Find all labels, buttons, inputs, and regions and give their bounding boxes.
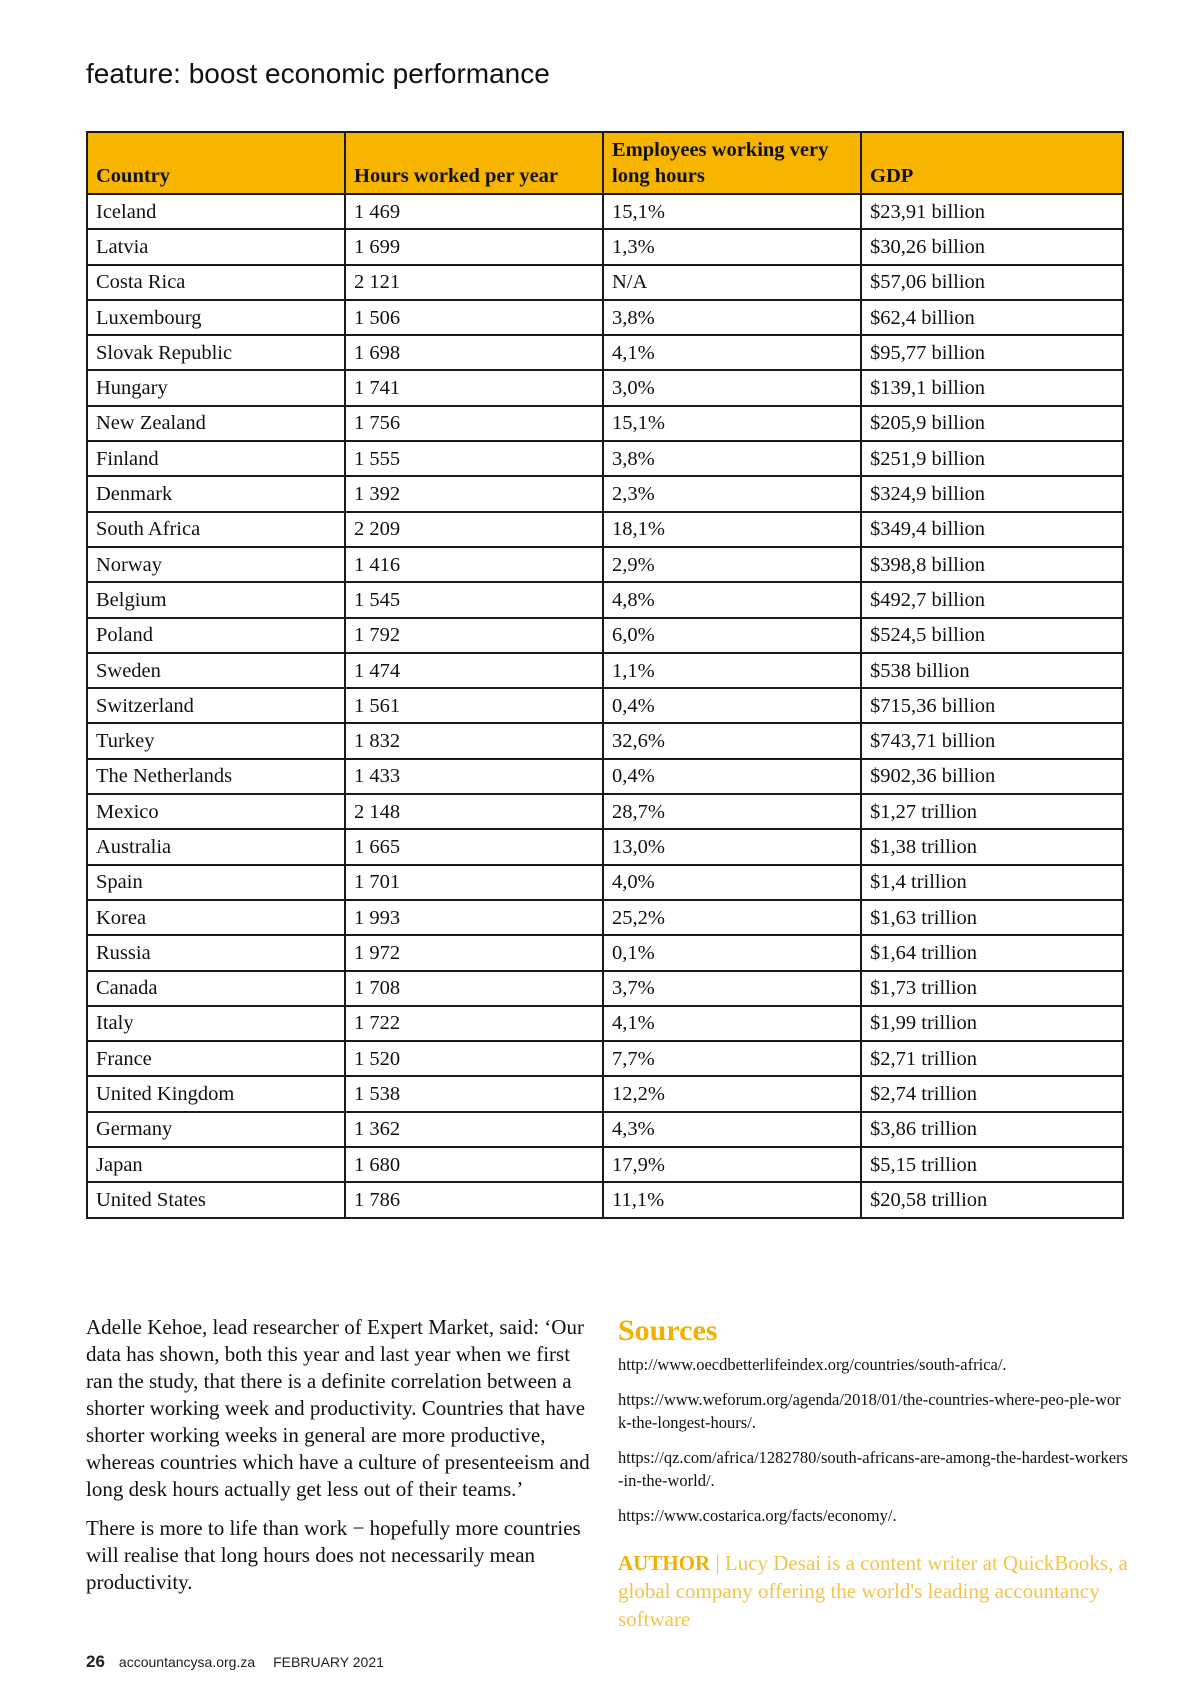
- cell-country: Belgium: [87, 582, 345, 617]
- cell-hours: 1 520: [345, 1041, 603, 1076]
- cell-long-hours: 32,6%: [603, 723, 861, 758]
- table-row: [87, 512, 1123, 547]
- table-row: [87, 547, 1123, 582]
- cell-hours: 1 362: [345, 1112, 603, 1147]
- cell-gdp: $1,99 trillion: [861, 1006, 1123, 1041]
- cell-long-hours: 2,3%: [603, 476, 861, 511]
- cell-hours: 1 708: [345, 971, 603, 1006]
- cell-country: Sweden: [87, 653, 345, 688]
- page-number: 26: [86, 1652, 105, 1671]
- cell-long-hours: 4,8%: [603, 582, 861, 617]
- cell-gdp: $2,74 trillion: [861, 1076, 1123, 1111]
- cell-country: Iceland: [87, 194, 345, 229]
- cell-country: South Africa: [87, 512, 345, 547]
- cell-long-hours: 2,9%: [603, 547, 861, 582]
- table-row: [87, 794, 1123, 829]
- cell-long-hours: 3,7%: [603, 971, 861, 1006]
- cell-gdp: $57,06 billion: [861, 265, 1123, 300]
- cell-hours: 1 433: [345, 759, 603, 794]
- cell-hours: 2 121: [345, 265, 603, 300]
- cell-country: Germany: [87, 1112, 345, 1147]
- table-row: [87, 582, 1123, 617]
- page-footer: [86, 1652, 384, 1672]
- cell-country: United States: [87, 1182, 345, 1217]
- cell-gdp: $398,8 billion: [861, 547, 1123, 582]
- cell-hours: 1 555: [345, 441, 603, 476]
- table-row: [87, 1076, 1123, 1111]
- table-row: [87, 688, 1123, 723]
- cell-long-hours: 4,1%: [603, 335, 861, 370]
- cell-gdp: $715,36 billion: [861, 688, 1123, 723]
- table-row: [87, 653, 1123, 688]
- cell-gdp: $1,27 trillion: [861, 794, 1123, 829]
- cell-country: Russia: [87, 935, 345, 970]
- table-row: [87, 865, 1123, 900]
- cell-gdp: $524,5 billion: [861, 618, 1123, 653]
- cell-gdp: $23,91 billion: [861, 194, 1123, 229]
- cell-gdp: $492,7 billion: [861, 582, 1123, 617]
- author-text: Lucy Desai is a content writer at QuickBooks, a global company offering the world's leading accountancy software: [618, 1551, 1128, 1631]
- cell-long-hours: 0,4%: [603, 759, 861, 794]
- table-header-row: [87, 132, 1123, 194]
- column-header-hours: Hours worked per year: [345, 132, 603, 194]
- cell-long-hours: 11,1%: [603, 1182, 861, 1217]
- cell-hours: 1 756: [345, 406, 603, 441]
- table-row: [87, 370, 1123, 405]
- cell-country: Spain: [87, 865, 345, 900]
- cell-long-hours: 6,0%: [603, 618, 861, 653]
- cell-long-hours: 25,2%: [603, 900, 861, 935]
- cell-gdp: $62,4 billion: [861, 300, 1123, 335]
- cell-gdp: $2,71 trillion: [861, 1041, 1123, 1076]
- cell-gdp: $324,9 billion: [861, 476, 1123, 511]
- cell-country: Canada: [87, 971, 345, 1006]
- table-row: [87, 935, 1123, 970]
- cell-country: Japan: [87, 1147, 345, 1182]
- paragraph-quote: Adelle Kehoe, lead researcher of Expert Market, said: ‘Our data has shown, both this year and last year when we first ran the study, that there is a definite correlation between a shorter working week and productivity. Countries that have shorter working weeks in general are more productive, whereas countries which have a culture of presenteeism and long desk hours actually get less out of their teams.’: [86, 1315, 590, 1501]
- body-text: [86, 1314, 594, 1608]
- table-body: [87, 194, 1123, 1218]
- table-row: [87, 1041, 1123, 1076]
- cell-hours: 2 209: [345, 512, 603, 547]
- cell-long-hours: 3,0%: [603, 370, 861, 405]
- cell-country: Poland: [87, 618, 345, 653]
- cell-long-hours: 17,9%: [603, 1147, 861, 1182]
- table-row: [87, 406, 1123, 441]
- cell-hours: 1 722: [345, 1006, 603, 1041]
- cell-hours: 1 699: [345, 229, 603, 264]
- cell-country: Switzerland: [87, 688, 345, 723]
- cell-country: Hungary: [87, 370, 345, 405]
- cell-country: Turkey: [87, 723, 345, 758]
- cell-long-hours: 28,7%: [603, 794, 861, 829]
- cell-hours: 1 741: [345, 370, 603, 405]
- cell-hours: 1 561: [345, 688, 603, 723]
- cell-gdp: $1,38 trillion: [861, 829, 1123, 864]
- cell-hours: 1 832: [345, 723, 603, 758]
- cell-long-hours: 4,1%: [603, 1006, 861, 1041]
- cell-country: Costa Rica: [87, 265, 345, 300]
- sources-section: [618, 1313, 1128, 1633]
- cell-hours: 1 469: [345, 194, 603, 229]
- cell-long-hours: 18,1%: [603, 512, 861, 547]
- paragraph-conclusion: There is more to life than work − hopefully more countries will realise that long hours does not necessarily mean productivity.: [86, 1516, 581, 1594]
- cell-country: Finland: [87, 441, 345, 476]
- cell-long-hours: 15,1%: [603, 194, 861, 229]
- cell-country: Norway: [87, 547, 345, 582]
- cell-hours: 1 972: [345, 935, 603, 970]
- cell-gdp: $1,63 trillion: [861, 900, 1123, 935]
- table-row: [87, 1147, 1123, 1182]
- cell-long-hours: 13,0%: [603, 829, 861, 864]
- table-row: [87, 300, 1123, 335]
- cell-hours: 1 538: [345, 1076, 603, 1111]
- cell-gdp: $20,58 trillion: [861, 1182, 1123, 1217]
- cell-gdp: $5,15 trillion: [861, 1147, 1123, 1182]
- country-data-table: [86, 131, 1124, 1219]
- cell-hours: 1 993: [345, 900, 603, 935]
- cell-long-hours: 4,0%: [603, 865, 861, 900]
- table-row: [87, 265, 1123, 300]
- cell-country: Korea: [87, 900, 345, 935]
- table-row: [87, 971, 1123, 1006]
- cell-gdp: $95,77 billion: [861, 335, 1123, 370]
- cell-hours: 1 701: [345, 865, 603, 900]
- author-separator: |: [710, 1551, 725, 1575]
- cell-long-hours: N/A: [603, 265, 861, 300]
- table-row: [87, 829, 1123, 864]
- cell-country: Italy: [87, 1006, 345, 1041]
- table-row: [87, 759, 1123, 794]
- column-header-country: Country: [87, 132, 345, 194]
- table-row: [87, 1182, 1123, 1217]
- cell-hours: 1 506: [345, 300, 603, 335]
- cell-gdp: $139,1 billion: [861, 370, 1123, 405]
- page-header-title: feature: boost economic performance: [86, 58, 550, 89]
- table-row: [87, 1006, 1123, 1041]
- cell-hours: 1 474: [345, 653, 603, 688]
- cell-gdp: $1,64 trillion: [861, 935, 1123, 970]
- sources-list: [618, 1353, 1128, 1527]
- cell-hours: 1 416: [345, 547, 603, 582]
- cell-country: New Zealand: [87, 406, 345, 441]
- table-row: [87, 335, 1123, 370]
- cell-hours: 1 786: [345, 1182, 603, 1217]
- column-header-long-hours: Employees working very long hours: [603, 132, 861, 194]
- cell-country: United Kingdom: [87, 1076, 345, 1111]
- table-row: [87, 476, 1123, 511]
- cell-country: Australia: [87, 829, 345, 864]
- cell-country: Slovak Republic: [87, 335, 345, 370]
- cell-long-hours: 0,1%: [603, 935, 861, 970]
- author-label: AUTHOR: [618, 1551, 711, 1575]
- cell-gdp: $1,73 trillion: [861, 971, 1123, 1006]
- cell-country: Mexico: [87, 794, 345, 829]
- source-link[interactable]: https://qz.com/africa/1282780/south-africans-are-among-the-hardest-workers-in-the-world/.: [618, 1448, 1128, 1490]
- cell-country: Denmark: [87, 476, 345, 511]
- cell-gdp: $1,4 trillion: [861, 865, 1123, 900]
- cell-long-hours: 0,4%: [603, 688, 861, 723]
- cell-gdp: $538 billion: [861, 653, 1123, 688]
- cell-gdp: $902,36 billion: [861, 759, 1123, 794]
- cell-gdp: $3,86 trillion: [861, 1112, 1123, 1147]
- cell-hours: 1 680: [345, 1147, 603, 1182]
- cell-long-hours: 12,2%: [603, 1076, 861, 1111]
- source-link[interactable]: https://www.weforum.org/agenda/2018/01/the-countries-where-peo-ple-work-the-longest-hours/.: [618, 1390, 1121, 1432]
- cell-gdp: $743,71 billion: [861, 723, 1123, 758]
- cell-hours: 1 545: [345, 582, 603, 617]
- cell-gdp: $349,4 billion: [861, 512, 1123, 547]
- sources-heading: Sources: [618, 1314, 718, 1347]
- cell-country: France: [87, 1041, 345, 1076]
- table-row: [87, 1112, 1123, 1147]
- cell-hours: 1 392: [345, 476, 603, 511]
- table-row: [87, 441, 1123, 476]
- source-link[interactable]: https://www.costarica.org/facts/economy/.: [618, 1506, 897, 1525]
- footer-site: accountancysa.org.za: [118, 1654, 256, 1670]
- footer-date: FEBRUARY 2021: [273, 1654, 384, 1670]
- table-row: [87, 618, 1123, 653]
- source-link[interactable]: http://www.oecdbetterlifeindex.org/countries/south-africa/.: [618, 1355, 1007, 1374]
- cell-country: Luxembourg: [87, 300, 345, 335]
- cell-gdp: $30,26 billion: [861, 229, 1123, 264]
- cell-long-hours: 1,3%: [603, 229, 861, 264]
- cell-gdp: $205,9 billion: [861, 406, 1123, 441]
- cell-country: The Netherlands: [87, 759, 345, 794]
- cell-long-hours: 3,8%: [603, 300, 861, 335]
- cell-country: Latvia: [87, 229, 345, 264]
- table-row: [87, 723, 1123, 758]
- cell-hours: 1 792: [345, 618, 603, 653]
- cell-long-hours: 1,1%: [603, 653, 861, 688]
- cell-long-hours: 15,1%: [603, 406, 861, 441]
- cell-long-hours: 4,3%: [603, 1112, 861, 1147]
- column-header-gdp: GDP: [861, 132, 1123, 194]
- author-bio: [618, 1549, 1128, 1633]
- cell-hours: 1 665: [345, 829, 603, 864]
- cell-long-hours: 7,7%: [603, 1041, 861, 1076]
- table-row: [87, 900, 1123, 935]
- cell-gdp: $251,9 billion: [861, 441, 1123, 476]
- table-row: [87, 229, 1123, 264]
- cell-long-hours: 3,8%: [603, 441, 861, 476]
- table-row: [87, 194, 1123, 229]
- cell-hours: 2 148: [345, 794, 603, 829]
- cell-hours: 1 698: [345, 335, 603, 370]
